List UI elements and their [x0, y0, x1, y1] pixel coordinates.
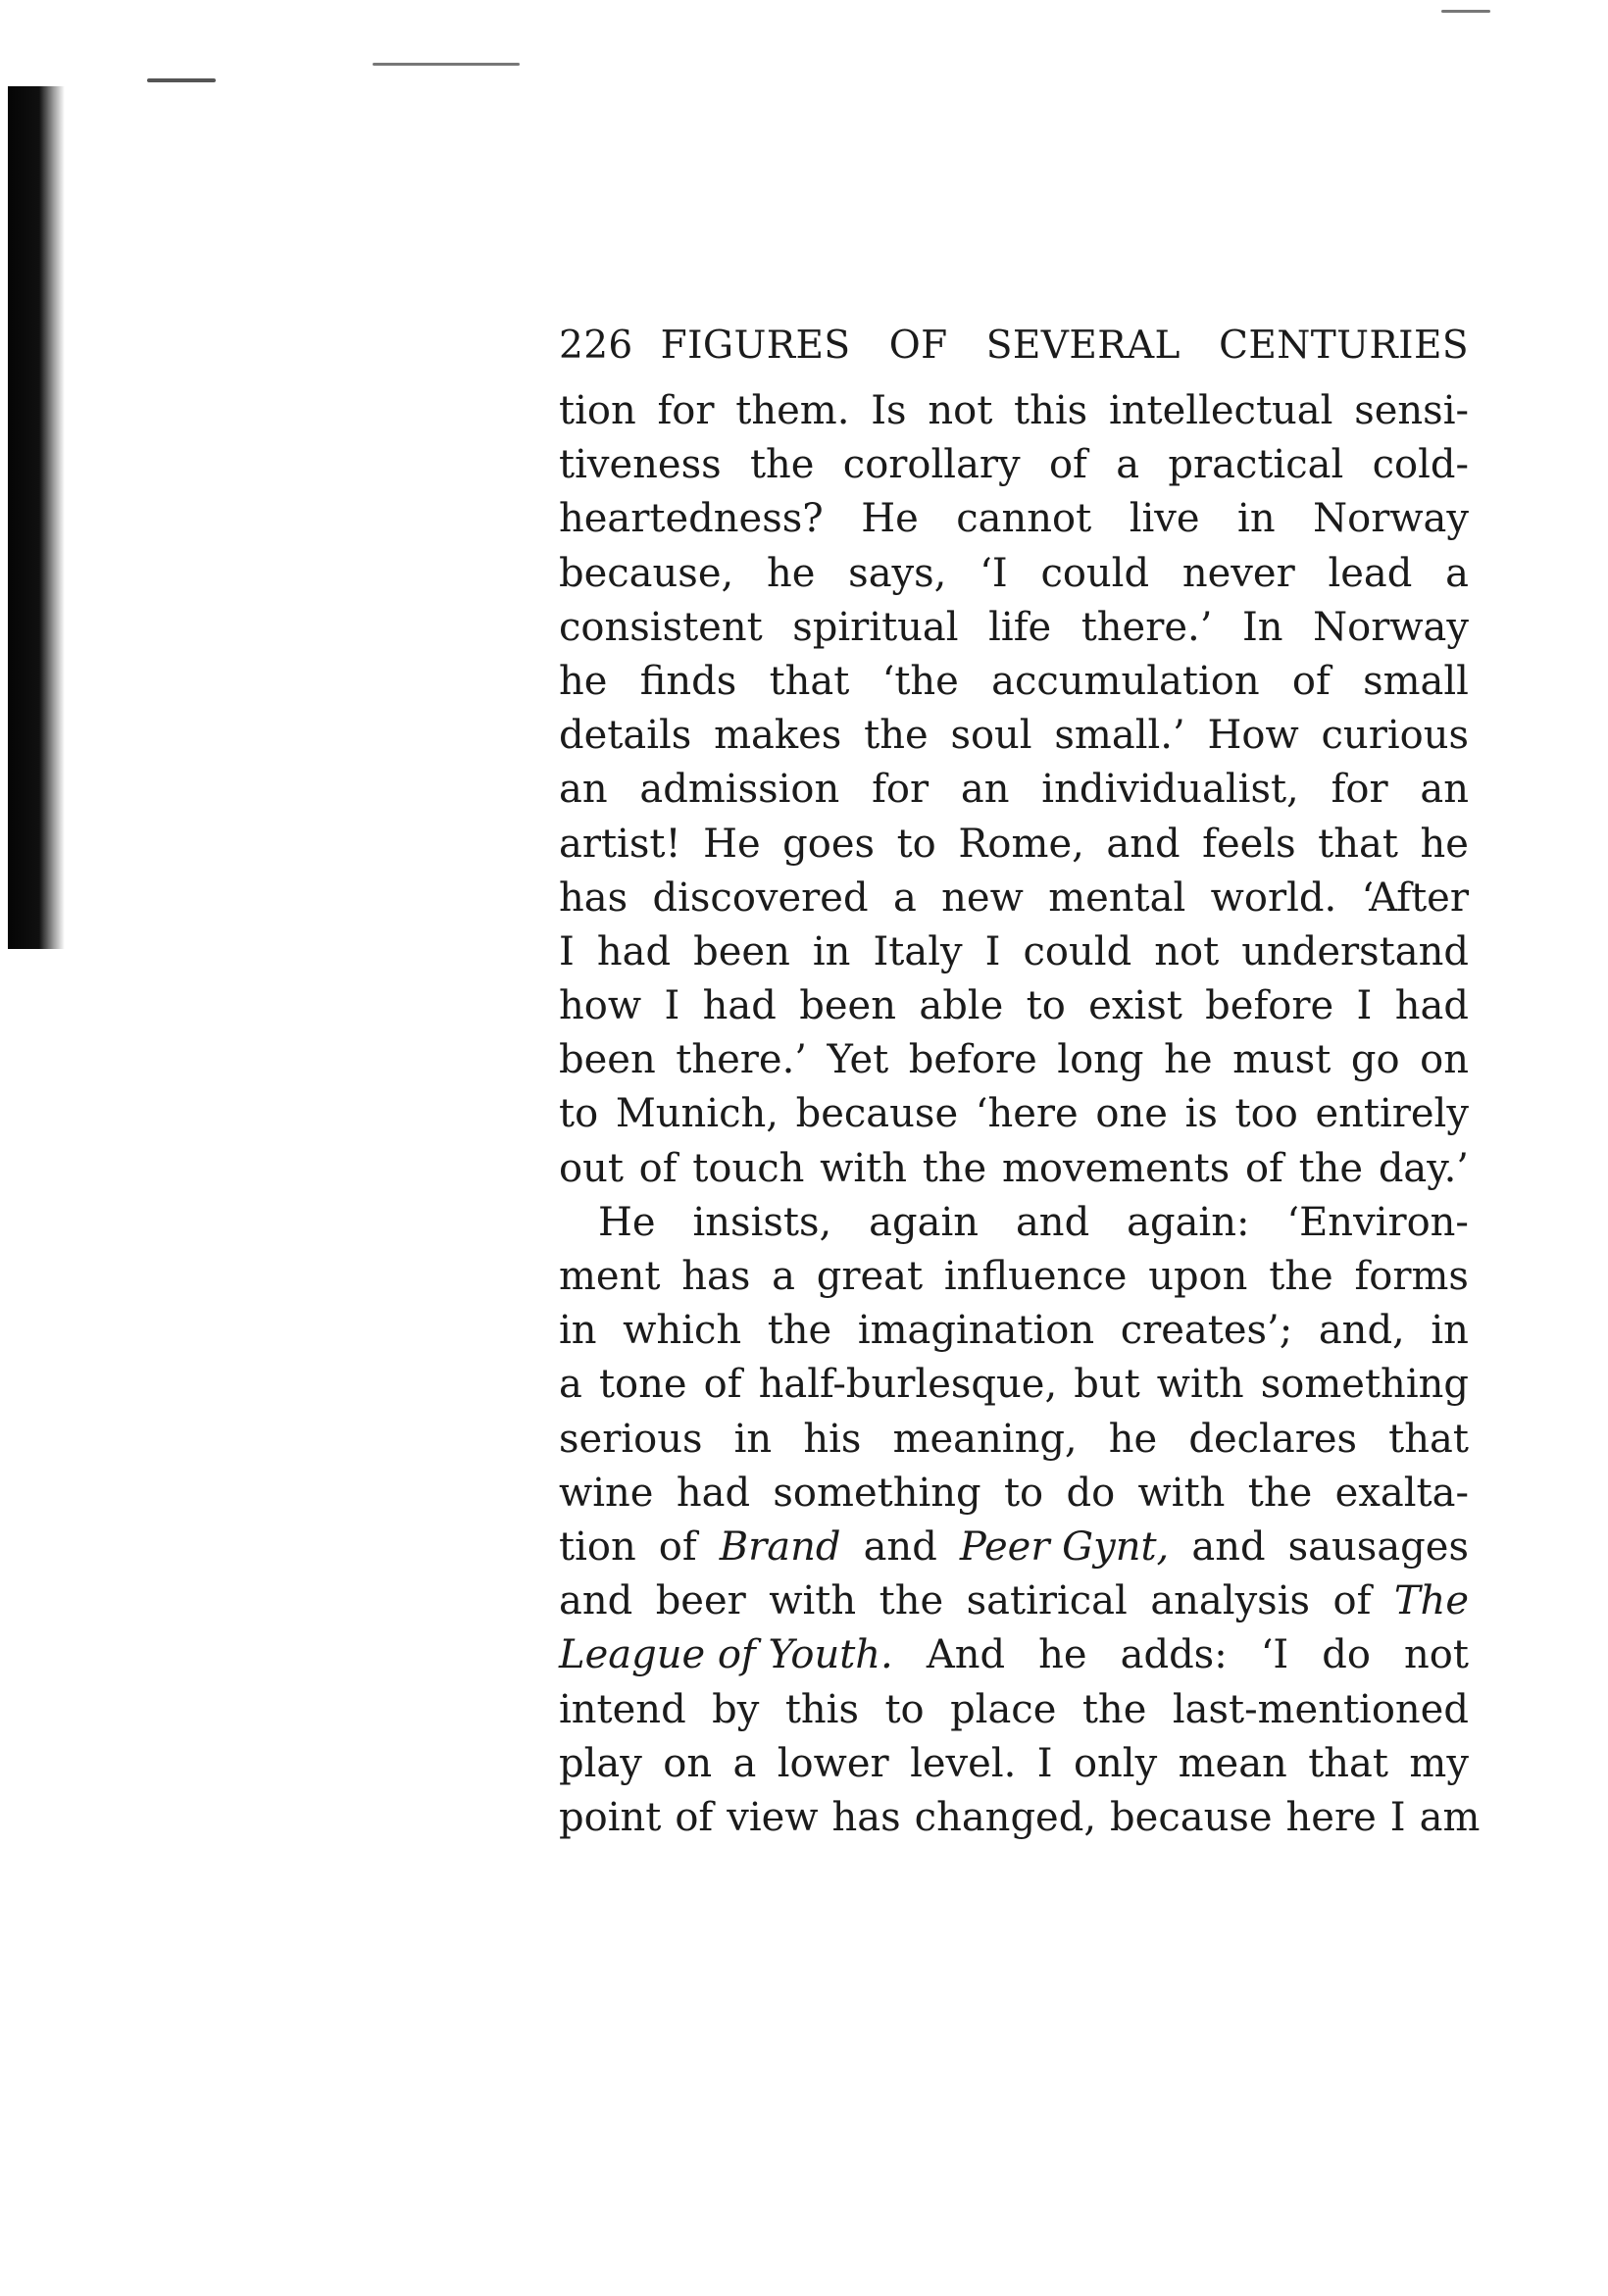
text-word: not — [1404, 1632, 1469, 1678]
text-word: Is — [871, 388, 907, 433]
running-head — [559, 324, 1469, 378]
text-word: heartedness? — [559, 496, 824, 542]
text-word: goes — [782, 821, 876, 867]
text-word: there.’ — [676, 1037, 807, 1083]
text-word: on — [663, 1740, 713, 1786]
text-word: which — [623, 1308, 742, 1354]
text-line — [559, 979, 1469, 1033]
scan-speck — [1441, 10, 1490, 13]
text-word: must — [1232, 1037, 1332, 1083]
text-word: go — [1350, 1037, 1400, 1083]
text-word: small.’ — [1054, 713, 1185, 759]
text-word: ‘the — [881, 658, 959, 704]
text-word: the — [922, 1145, 987, 1191]
text-word: he — [766, 550, 816, 596]
text-word: curious — [1321, 713, 1469, 759]
text-word: tion — [559, 1523, 636, 1570]
text-word: tiveness — [559, 442, 722, 488]
text-word: in — [733, 1416, 773, 1462]
text-line — [559, 1304, 1469, 1358]
text-word: for — [1331, 767, 1388, 813]
text-line — [559, 1087, 1469, 1141]
text-word: The — [1393, 1578, 1469, 1624]
text-word: admission — [639, 767, 840, 813]
text-line — [559, 1467, 1469, 1521]
text-word: mental — [1048, 874, 1186, 921]
text-line — [559, 1683, 1469, 1737]
text-line — [559, 1737, 1469, 1791]
text-word: to — [559, 1091, 599, 1137]
text-word: feels — [1202, 821, 1296, 867]
text-word: in — [1431, 1308, 1469, 1354]
text-word: how — [559, 983, 642, 1029]
text-word: says, — [848, 550, 947, 596]
text-word: to — [1003, 1470, 1044, 1516]
text-word: has — [831, 1794, 901, 1840]
text-word: adds: — [1120, 1632, 1228, 1678]
text-word: to — [884, 1686, 925, 1732]
text-word: long — [1057, 1037, 1144, 1083]
text-word: he — [1038, 1632, 1087, 1678]
running-title-word: SEVERAL — [985, 324, 1181, 368]
text-word: soul — [950, 713, 1032, 759]
text-word: ‘I — [980, 550, 1008, 596]
text-word: again: — [1127, 1199, 1250, 1245]
text-word: and — [863, 1523, 937, 1570]
text-word: In — [1242, 604, 1283, 650]
text-word: this — [784, 1686, 859, 1732]
text-word: exist — [1088, 983, 1182, 1029]
text-word: an — [960, 767, 1010, 813]
text-word: ment — [559, 1254, 661, 1299]
text-word: He — [861, 496, 919, 542]
text-word: with — [1137, 1470, 1226, 1516]
text-word: the — [864, 713, 929, 759]
text-line — [559, 1791, 1481, 1845]
text-word: not — [928, 388, 993, 433]
text-word: before — [908, 1037, 1037, 1083]
text-word: view — [727, 1794, 819, 1840]
text-word: of — [658, 1523, 697, 1570]
text-word: and — [1106, 821, 1181, 867]
text-word: to — [896, 821, 936, 867]
text-word: but — [1074, 1362, 1140, 1408]
text-word: intend — [559, 1686, 686, 1732]
text-word: intellectual — [1108, 388, 1333, 433]
text-word: makes — [714, 713, 842, 759]
text-word: ‘After — [1361, 874, 1469, 921]
text-word: to — [1026, 983, 1066, 1029]
text-word: and — [1015, 1199, 1090, 1245]
text-line — [559, 601, 1469, 655]
text-word: I — [1036, 1740, 1053, 1786]
text-word: and — [1191, 1523, 1266, 1570]
text-word: serious — [559, 1416, 703, 1462]
text-word: because — [795, 1091, 959, 1137]
text-word: And — [926, 1632, 1006, 1678]
text-word: in — [559, 1308, 597, 1354]
text-word: cold- — [1372, 442, 1469, 488]
text-word: of — [1244, 1145, 1283, 1191]
text-word: do — [1322, 1632, 1371, 1678]
text-word: had — [1394, 983, 1469, 1029]
text-word: before — [1205, 983, 1334, 1029]
text-word: wine — [559, 1470, 654, 1516]
text-word: I — [664, 983, 680, 1029]
text-line — [559, 1196, 1469, 1250]
text-word: something — [773, 1470, 981, 1516]
running-title-word: FIGURES — [660, 324, 851, 368]
scan-speck — [147, 78, 216, 82]
text-word: ‘Environ- — [1286, 1199, 1469, 1245]
text-word: only — [1073, 1740, 1158, 1786]
page-number: 226 — [559, 324, 633, 368]
text-word: with — [820, 1145, 907, 1191]
text-word: declares — [1188, 1416, 1358, 1462]
text-line — [559, 925, 1469, 979]
text-word: and, — [1318, 1308, 1405, 1354]
text-word: practical — [1168, 442, 1344, 488]
text-word: has — [559, 874, 628, 921]
text-word: do — [1066, 1470, 1116, 1516]
text-word: a — [559, 1362, 582, 1408]
text-word: them. — [735, 388, 850, 433]
text-word: individualist, — [1041, 767, 1299, 813]
text-word: that — [1388, 1416, 1469, 1462]
text-word: the — [1298, 1145, 1364, 1191]
text-word: last-mentioned — [1172, 1686, 1469, 1732]
text-word: exalta- — [1334, 1470, 1469, 1516]
text-word: not — [1154, 928, 1220, 974]
text-word: Munich, — [615, 1091, 779, 1137]
text-word: tone — [598, 1362, 687, 1408]
text-word: too — [1234, 1091, 1298, 1137]
text-line — [559, 818, 1469, 872]
text-word: the — [749, 442, 815, 488]
text-word: had — [596, 928, 672, 974]
text-word: Norway — [1313, 604, 1469, 650]
text-word: details — [559, 713, 692, 759]
text-word: life — [988, 604, 1052, 650]
scan-speck — [373, 63, 520, 66]
text-word: beer — [655, 1578, 746, 1624]
text-word: Peer Gynt, — [959, 1523, 1170, 1570]
text-word: great — [816, 1254, 924, 1299]
text-word: with — [1156, 1362, 1244, 1408]
text-word: on — [1420, 1037, 1469, 1083]
text-word: ‘here — [975, 1091, 1079, 1137]
text-word: an — [1420, 767, 1469, 813]
text-word: this — [1014, 388, 1088, 433]
text-line — [559, 384, 1469, 438]
text-word: he — [1164, 1037, 1213, 1083]
text-word: point — [559, 1794, 662, 1840]
text-word: been — [559, 1037, 656, 1083]
text-line — [559, 1142, 1469, 1196]
text-word: lead — [1328, 550, 1413, 596]
text-line — [559, 1413, 1469, 1467]
text-word: never — [1181, 550, 1295, 596]
text-word: had — [702, 983, 777, 1029]
text-word: meaning, — [892, 1416, 1078, 1462]
text-word: I — [559, 928, 575, 974]
text-word: here — [1285, 1794, 1377, 1840]
text-word: spiritual — [792, 604, 959, 650]
text-word: the — [1269, 1254, 1333, 1299]
text-word: the — [1247, 1470, 1313, 1516]
text-word: day.’ — [1378, 1145, 1469, 1191]
text-word: He — [703, 821, 761, 867]
text-word: He — [598, 1199, 656, 1245]
text-word: of — [638, 1145, 678, 1191]
text-word: ‘I — [1260, 1632, 1289, 1678]
text-line — [559, 1250, 1469, 1304]
text-word: that — [1318, 821, 1398, 867]
text-word: am — [1419, 1794, 1481, 1840]
text-word: cannot — [956, 496, 1092, 542]
text-word: understand — [1241, 928, 1469, 974]
text-word: for — [657, 388, 715, 433]
text-word: by — [712, 1686, 760, 1732]
text-word: that — [1308, 1740, 1388, 1786]
text-word: the — [1081, 1686, 1147, 1732]
text-word: been — [693, 928, 790, 974]
text-word: I — [1389, 1794, 1406, 1840]
text-word: insists, — [692, 1199, 832, 1245]
text-word: How — [1207, 713, 1299, 759]
text-word: lower — [777, 1740, 889, 1786]
text-word: place — [950, 1686, 1057, 1732]
text-word: he — [1108, 1416, 1158, 1462]
text-word: accumulation — [991, 658, 1260, 704]
text-word: one — [1095, 1091, 1168, 1137]
text-word: has — [681, 1254, 751, 1299]
text-word: the — [767, 1308, 832, 1354]
text-word: satirical — [966, 1578, 1128, 1624]
text-word: movements — [1001, 1145, 1231, 1191]
text-word: I — [984, 928, 1001, 974]
text-word: forms — [1354, 1254, 1469, 1299]
text-word: been — [799, 983, 896, 1029]
text-line — [559, 1574, 1469, 1628]
text-word: changed, — [914, 1794, 1097, 1840]
text-word: again — [869, 1199, 980, 1245]
text-word: a — [772, 1254, 795, 1299]
text-word: I — [1356, 983, 1373, 1029]
running-title-word: CENTURIES — [1219, 324, 1469, 368]
text-word: that — [769, 658, 850, 704]
text-word: half-burlesque, — [758, 1362, 1058, 1408]
text-word: analysis — [1150, 1578, 1311, 1624]
text-word: imagination — [857, 1308, 1095, 1354]
text-word: his — [803, 1416, 862, 1462]
text-word: Yet — [827, 1037, 889, 1083]
text-word: tion — [559, 388, 636, 433]
text-word: he — [559, 658, 608, 704]
text-line — [559, 709, 1469, 763]
text-word: he — [1420, 821, 1469, 867]
text-word: creates’; — [1120, 1308, 1293, 1354]
text-word: something — [1260, 1362, 1469, 1408]
text-word: touch — [692, 1145, 805, 1191]
text-word: a — [1445, 550, 1469, 596]
text-word: because, — [559, 550, 734, 596]
text-word: could — [1040, 550, 1150, 596]
text-word: sensi- — [1354, 388, 1469, 433]
text-line — [559, 438, 1469, 492]
text-word: Italy — [873, 928, 963, 974]
text-word: a — [892, 874, 917, 921]
text-word: could — [1023, 928, 1132, 974]
text-word: out — [559, 1145, 624, 1191]
text-word: new — [941, 874, 1024, 921]
text-word: able — [919, 983, 1004, 1029]
text-line — [559, 872, 1469, 925]
text-word: Norway — [1313, 496, 1469, 542]
text-word: with — [769, 1578, 857, 1624]
text-line — [559, 492, 1469, 546]
text-word: consistent — [559, 604, 763, 650]
text-word: play — [559, 1740, 642, 1786]
text-word: artist! — [559, 821, 681, 867]
text-word: League of Youth. — [559, 1632, 893, 1678]
text-word: Brand — [719, 1523, 841, 1570]
text-word: there.’ — [1080, 604, 1213, 650]
text-word: entirely — [1315, 1091, 1469, 1137]
text-word: of — [1332, 1578, 1372, 1624]
text-word: discovered — [652, 874, 869, 921]
text-word: small — [1363, 658, 1469, 704]
text-word: live — [1129, 496, 1200, 542]
body-text — [559, 384, 1481, 1845]
text-word: for — [872, 767, 930, 813]
text-line — [559, 1358, 1469, 1412]
text-word: of — [675, 1794, 714, 1840]
running-title-word: OF — [888, 324, 948, 368]
text-word: of — [1291, 658, 1331, 704]
text-word: is — [1184, 1091, 1218, 1137]
text-word: influence — [943, 1254, 1128, 1299]
text-word: my — [1409, 1740, 1469, 1786]
text-word: because — [1110, 1794, 1273, 1840]
text-word: upon — [1148, 1254, 1248, 1299]
text-word: sausages — [1287, 1523, 1469, 1570]
book-page — [559, 324, 1481, 1845]
text-word: in — [812, 928, 851, 974]
text-word: finds — [639, 658, 737, 704]
text-word: had — [676, 1470, 751, 1516]
running-title — [661, 324, 1469, 368]
text-line — [559, 1033, 1469, 1087]
text-line — [559, 763, 1469, 817]
text-line — [559, 1521, 1469, 1574]
text-word: a — [1116, 442, 1140, 488]
text-line — [559, 1628, 1469, 1682]
text-word: mean — [1178, 1740, 1287, 1786]
text-word: level. — [910, 1740, 1017, 1786]
scan-dark-edge — [8, 86, 65, 949]
text-word: world. — [1210, 874, 1337, 921]
text-word: of — [1048, 442, 1087, 488]
text-word: in — [1237, 496, 1276, 542]
text-word: corollary — [842, 442, 1021, 488]
text-word: the — [879, 1578, 944, 1624]
text-word: an — [559, 767, 608, 813]
text-word: and — [559, 1578, 633, 1624]
text-line — [559, 655, 1469, 709]
text-word: a — [732, 1740, 757, 1786]
text-word: of — [703, 1362, 742, 1408]
text-line — [559, 547, 1469, 601]
text-word: Rome, — [958, 821, 1084, 867]
